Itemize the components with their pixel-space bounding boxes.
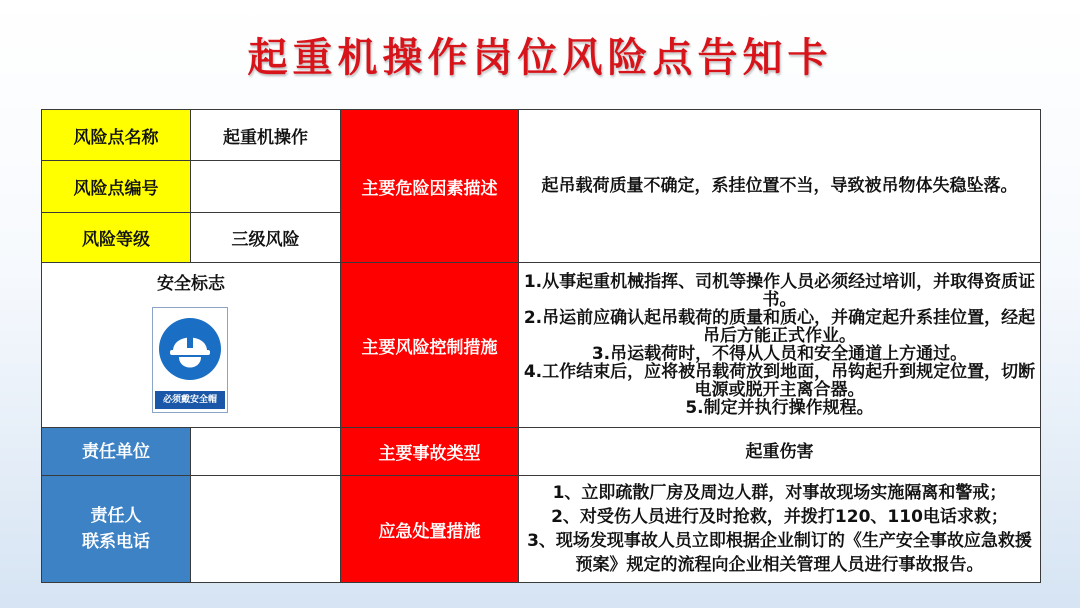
emergency-item: 2、对受伤人员进行及时抢救，并拨打120、110电话求救； bbox=[551, 507, 1008, 527]
risk-name-label: 风险点名称 bbox=[42, 110, 191, 161]
page-title: 起重机操作岗位风险点告知卡 bbox=[247, 35, 833, 81]
control-item: 5.制定并执行操作规程。 bbox=[685, 398, 874, 418]
responsible-person-value bbox=[191, 476, 341, 583]
responsible-person-label bbox=[42, 476, 191, 583]
emergency-item: 1、立即疏散厂房及周边人群，对事故现场实施隔离和警戒； bbox=[552, 483, 1007, 503]
control-item: 3.吊运载荷时，不得从人员和安全通道上方通过。 bbox=[591, 344, 968, 364]
safety-sign-cell bbox=[42, 263, 341, 428]
accident-type-label: 主要事故类型 bbox=[341, 428, 519, 476]
responsible-unit-label: 责任单位 bbox=[42, 428, 191, 476]
safety-sign-label: 安全标志 bbox=[157, 274, 225, 294]
phone-label-line: 联系电话 bbox=[82, 532, 150, 552]
responsible-unit-value bbox=[191, 428, 341, 476]
risk-notice-card bbox=[41, 109, 1041, 583]
accident-type: 起重伤害 bbox=[519, 428, 1041, 476]
risk-number-value bbox=[191, 161, 341, 213]
person-label-line: 责任人 bbox=[90, 506, 142, 526]
control-measures bbox=[519, 263, 1041, 428]
control-item: 2.吊运前应确认起吊载荷的质量和质心，并确定起升系挂位置，经起吊后方能正式作业。 bbox=[523, 308, 1036, 346]
emergency-label: 应急处置措施 bbox=[341, 476, 519, 583]
emergency-item: 3、现场发现事故人员立即根据企业制订的《生产安全事故应急救援预案》规定的流程向企业相关管理人员进行事故报告。 bbox=[527, 531, 1032, 575]
hazard-label: 主要危险因素描述 bbox=[341, 110, 519, 263]
control-item: 1.从事起重机械指挥、司机等操作人员必须经过培训，并取得资质证书。 bbox=[523, 272, 1036, 310]
control-measures-label: 主要风险控制措施 bbox=[341, 263, 519, 428]
risk-level-value: 三级风险 bbox=[191, 213, 341, 263]
control-item: 4.工作结束后，应将被吊载荷放到地面，吊钩起升到规定位置，切断电源或脱开主离合器。 bbox=[523, 362, 1036, 400]
hard-hat-icon bbox=[158, 314, 222, 388]
hazard-description: 起吊载荷质量不确定，系挂位置不当，导致被吊物体失稳坠落。 bbox=[519, 110, 1041, 263]
hard-hat-sign bbox=[152, 307, 228, 413]
safety-sign-caption: 必须戴安全帽 bbox=[155, 391, 225, 409]
risk-name-value: 起重机操作 bbox=[191, 110, 341, 161]
risk-level-label: 风险等级 bbox=[42, 213, 191, 263]
risk-number-label: 风险点编号 bbox=[42, 161, 191, 213]
emergency-measures bbox=[519, 476, 1041, 583]
